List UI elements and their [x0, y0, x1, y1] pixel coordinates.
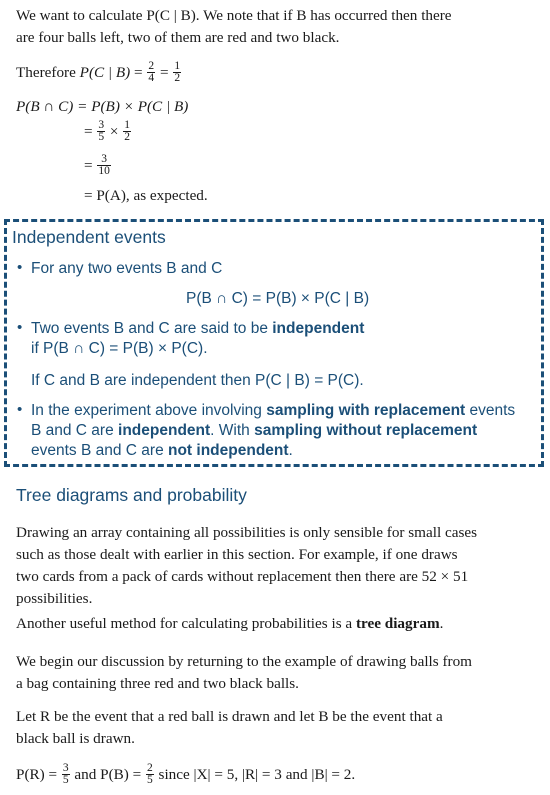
text: In the experiment above involving	[31, 402, 267, 419]
fraction-numerator: 2	[148, 60, 155, 73]
term-tree-diagram: tree diagram	[355, 615, 440, 632]
paragraph-2	[16, 613, 536, 635]
term-independent: independent	[118, 422, 211, 439]
fraction	[97, 154, 111, 177]
bullet-icon: •	[17, 259, 23, 276]
equals-sign: =	[130, 64, 147, 81]
paragraph-line: black ball is drawn.	[16, 730, 135, 747]
text: .	[288, 442, 293, 459]
paragraph-4	[16, 706, 536, 750]
box-bullet-2-line-2: if P(B ∩ C) = P(B) × P(C).	[31, 340, 208, 357]
text: . With	[210, 422, 255, 439]
text: events B and C are	[31, 442, 168, 459]
text: .	[439, 615, 444, 632]
fraction-denominator: 2	[124, 131, 131, 144]
text: and P(B) =	[70, 766, 145, 783]
fraction-denominator: 2	[174, 72, 181, 85]
paragraph-1	[16, 522, 536, 610]
fraction-numerator: 2	[146, 762, 153, 775]
fraction	[147, 61, 155, 84]
box-bullet-3-line-3	[31, 441, 293, 461]
therefore-line	[16, 62, 182, 85]
box-bullet-3-line-1	[31, 401, 515, 421]
fraction-denominator: 5	[98, 131, 105, 144]
fraction-numerator: 1	[174, 60, 181, 73]
box-bullet-2-text: Two events B and C are said to be	[31, 320, 273, 337]
text: B and C are	[31, 422, 119, 439]
calc-line-2: = $\frac{3}{5}$ × $\frac{1}{2}$	[84, 119, 131, 144]
fraction-denominator: 5	[62, 774, 69, 787]
fraction	[97, 120, 105, 143]
term-sampling-without-replacement: sampling without replacement	[254, 422, 478, 439]
paragraph-line: two cards from a pack of cards without replacement then there are 52 × 51	[16, 568, 469, 585]
bullet-icon: •	[17, 401, 23, 418]
times-sign: ×	[106, 123, 123, 140]
intro-paragraph	[16, 5, 536, 49]
bullet-icon: •	[17, 319, 23, 336]
intro-line-2: are four balls left, two of them are red and two black.	[16, 29, 340, 46]
paragraph-line: Drawing an array containing all possibilities is only sensible for small cases	[16, 524, 478, 541]
fraction-numerator: 3	[62, 762, 69, 775]
box-bullet-2-line-3: If C and B are independent then P(C | B) = P(C).	[31, 372, 364, 389]
calc-line-1: P(B ∩ C) = P(B) × P(C | B)	[16, 98, 189, 115]
fraction-numerator: 3	[97, 154, 111, 166]
equals-sign: =	[156, 64, 173, 81]
intro-line-1: We want to calculate P(C | B). We note that if B has occurred then there	[16, 7, 452, 24]
calc-line-4: = P(A), as expected.	[84, 187, 208, 204]
term-independent: independent	[272, 320, 365, 337]
fraction	[146, 763, 154, 786]
fraction-numerator: 1	[124, 119, 131, 132]
section-title: Tree diagrams and probability	[16, 485, 247, 505]
paragraph-line: a bag containing three red and two black balls.	[16, 675, 299, 692]
box-bullet-3-line-2	[31, 421, 477, 441]
fraction	[123, 120, 131, 143]
box-bullet-2	[31, 319, 364, 339]
box-bullet-1: For any two events B and C	[31, 260, 223, 277]
calc-line-3: = $\frac{3}{10}$	[84, 153, 110, 178]
paragraph-line: possibilities.	[16, 590, 93, 607]
fraction	[173, 61, 181, 84]
fraction-denominator: 10	[98, 165, 110, 178]
text: Another useful method for calculating probabilities is a	[16, 615, 356, 632]
paragraph-line: Let R be the event that a red ball is drawn and let B be the event that a	[16, 708, 443, 725]
term-not-independent: not independent	[168, 442, 289, 459]
paragraph-3	[16, 651, 536, 695]
paragraph-line: We begin our discussion by returning to the example of drawing balls from	[16, 653, 472, 670]
term-sampling-with-replacement: sampling with replacement	[266, 402, 466, 419]
probability-line	[16, 764, 355, 787]
text: P(R) =	[16, 766, 61, 783]
fraction-numerator: 3	[98, 119, 105, 132]
therefore-expr: P(C | B)	[79, 64, 131, 81]
text: events	[465, 402, 516, 419]
box-title: Independent events	[12, 227, 166, 247]
fraction-denominator: 5	[146, 774, 153, 787]
therefore-prefix: Therefore	[16, 64, 80, 81]
text: since |X| = 5, |R| = 3 and |B| = 2.	[154, 766, 356, 783]
box-formula: P(B ∩ C) = P(B) × P(C | B)	[186, 290, 370, 307]
fraction	[62, 763, 70, 786]
paragraph-line: such as those dealt with earlier in this section. For example, if one draws	[16, 546, 458, 563]
fraction-denominator: 4	[148, 72, 155, 85]
